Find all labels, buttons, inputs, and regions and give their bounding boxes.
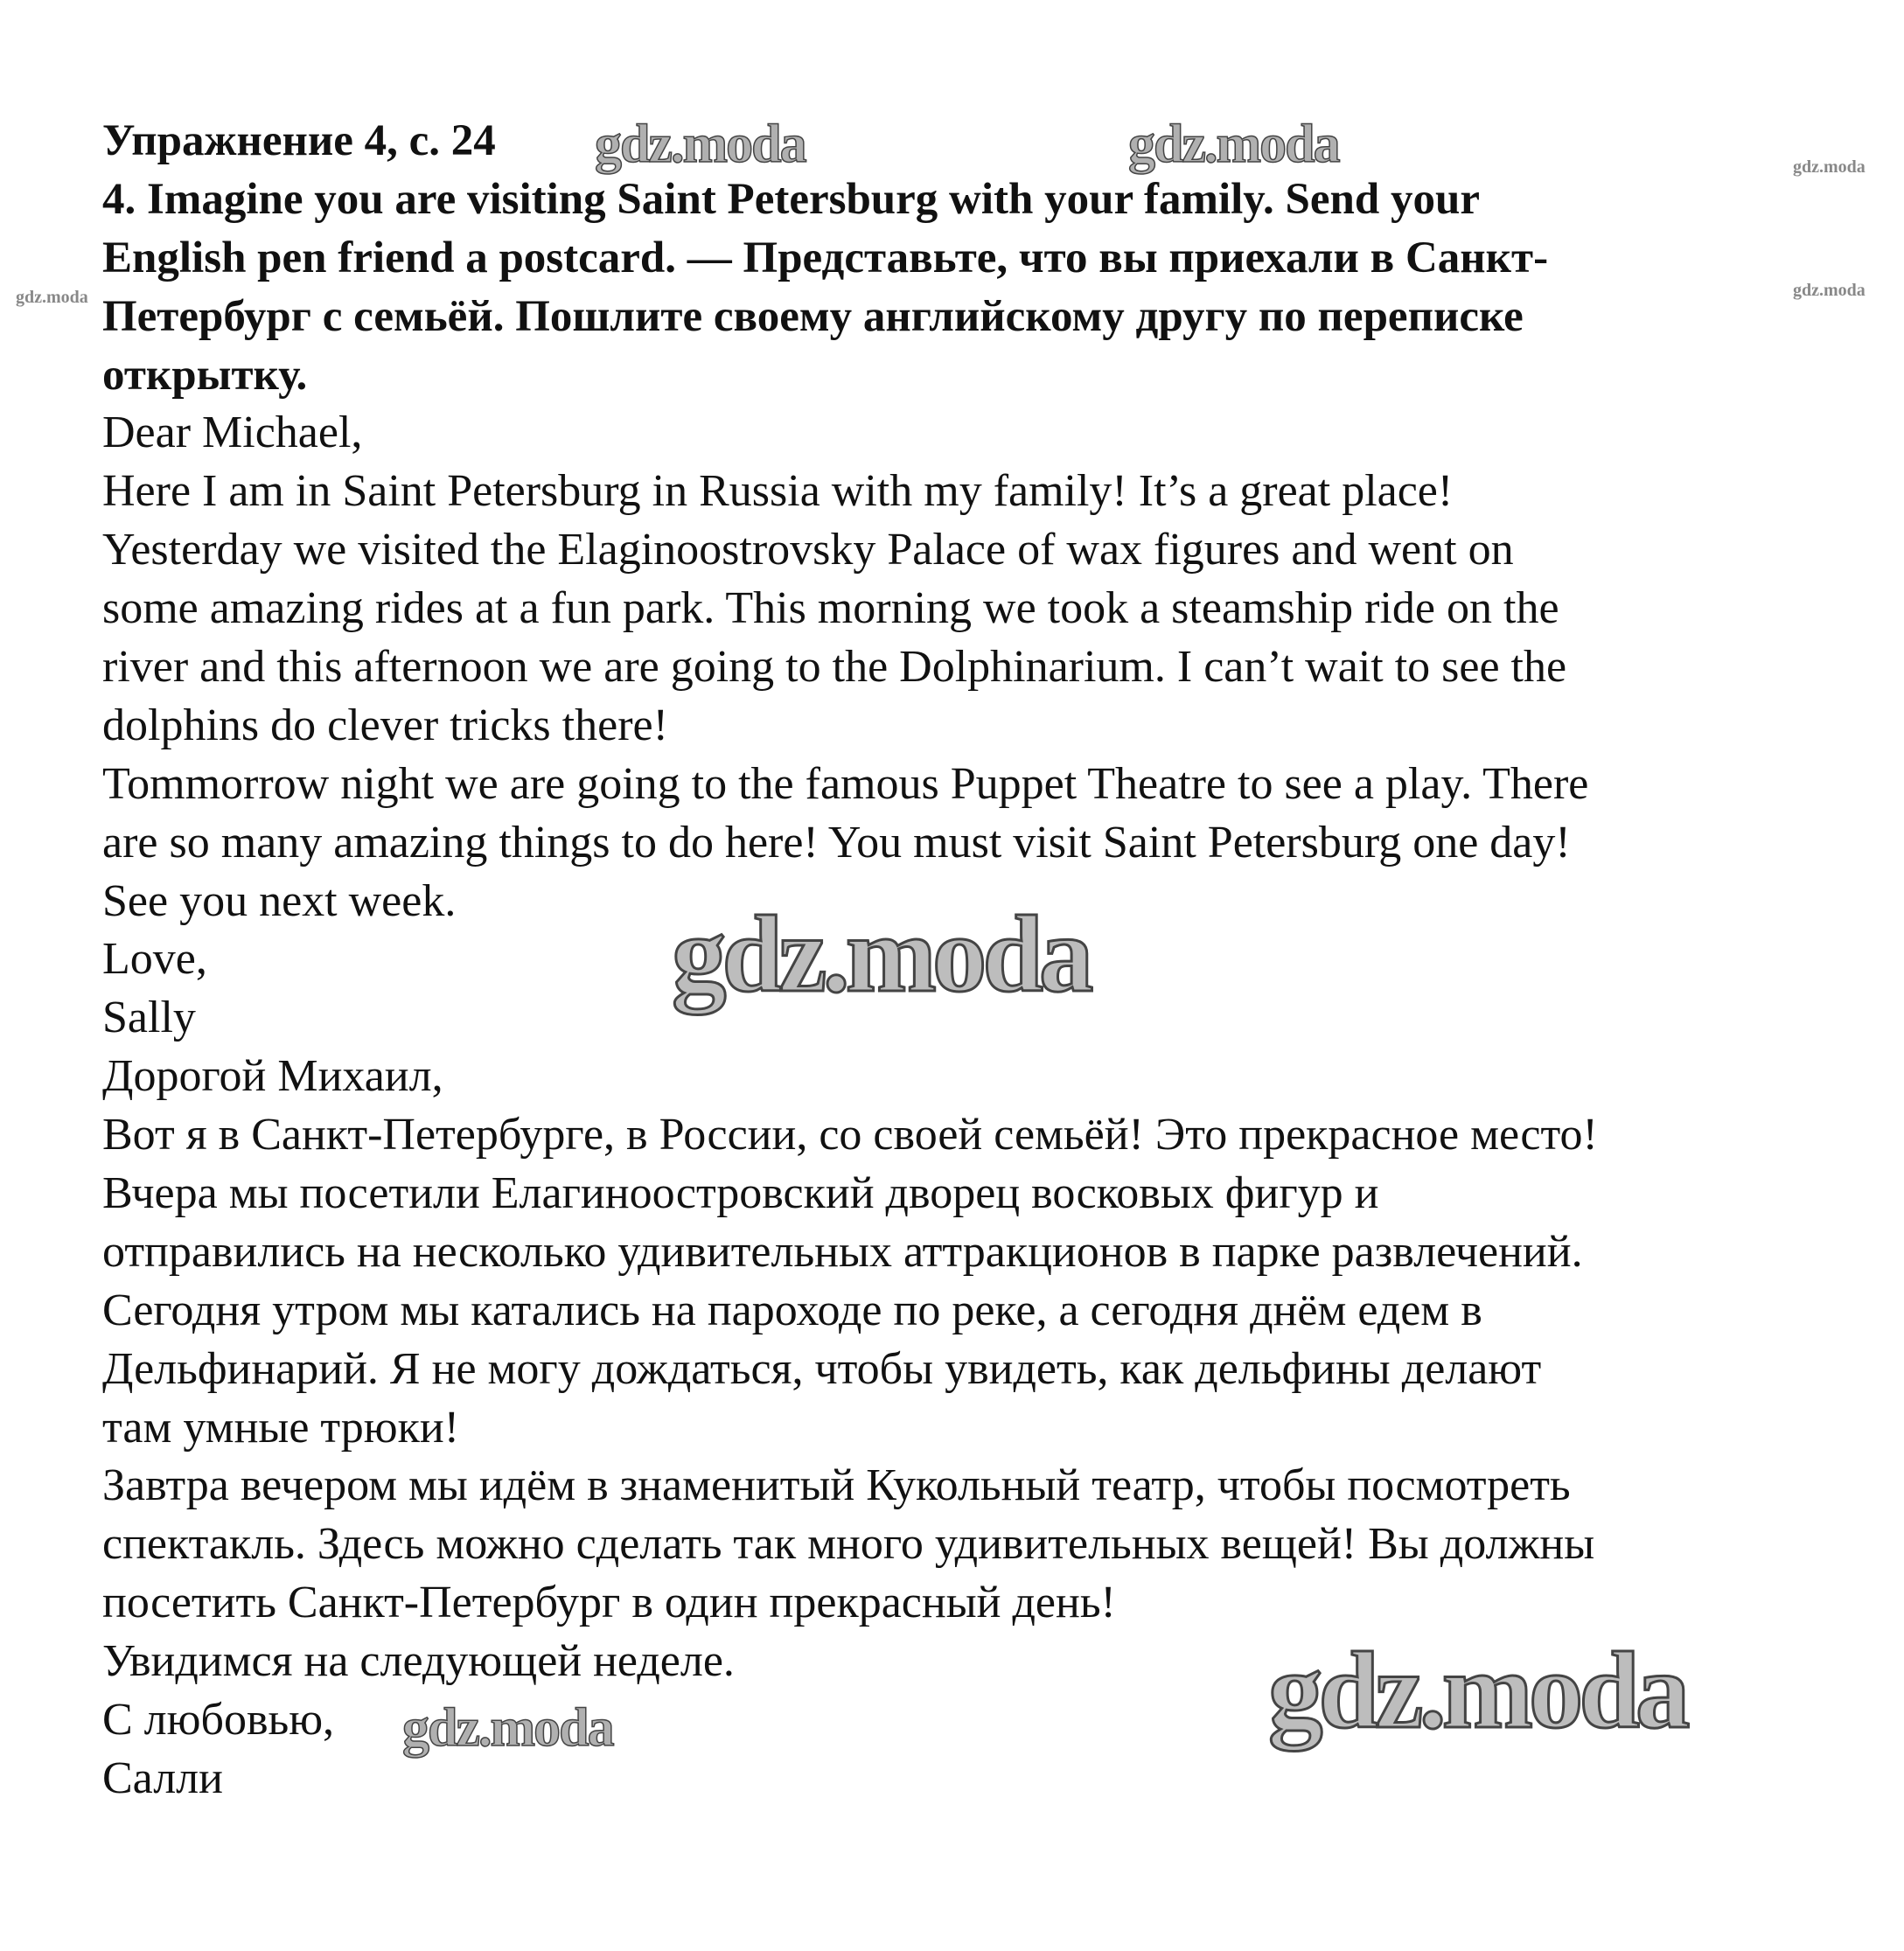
letter-en-line: Sally: [102, 993, 196, 1043]
letter-en-line: Here I am in Saint Petersburg in Russia with my family! It’s a great place!: [102, 466, 1454, 517]
letter-en-line: Dear Michael,: [102, 408, 363, 458]
letter-en-line: Yesterday we visited the Elaginoostrovsky Palace of wax figures and went on: [102, 525, 1514, 575]
letter-en-line: some amazing rides at a fun park. This morning we took a steamship ride on the: [102, 583, 1559, 634]
letter-en-line: Love,: [102, 934, 207, 985]
watermark: gdz.moda: [402, 1698, 613, 1758]
watermark: gdz.moda: [1128, 115, 1339, 174]
letter-ru-line: С любовью,: [102, 1695, 335, 1745]
letter-ru-line: там умные трюки!: [102, 1402, 460, 1453]
task-line: English pen friend a postcard. — Представьте, что вы приехали в Санкт-: [102, 233, 1549, 282]
letter-ru-line: Сегодня утром мы катались на пароходе по реке, а сегодня днём едем в: [102, 1285, 1482, 1335]
watermark: gdz.moda: [1268, 1631, 1686, 1752]
letter-en-line: river and this afternoon we are going to the Dolphinarium. I can’t wait to see the: [102, 642, 1567, 693]
exercise-title: Упражнение 4, с. 24: [102, 116, 496, 165]
watermark: gdz.moda: [672, 895, 1090, 1015]
letter-ru-line: Салли: [102, 1752, 223, 1803]
letter-ru-line: Дорогой Михаил,: [102, 1051, 443, 1102]
letter-ru-line: Завтра вечером мы идём в знаменитый Кукольный театр, чтобы посмотреть: [102, 1460, 1571, 1511]
letter-ru-line: посетить Санкт-Петербург в один прекрасный день!: [102, 1578, 1116, 1628]
watermark: gdz.moda: [1793, 281, 1866, 300]
letter-ru-line: спектакль. Здесь можно сделать так много удивительных вещей! Вы должны: [102, 1519, 1595, 1570]
letter-ru-line: Вот я в Санкт-Петербурге, в России, со своей семьёй! Это прекрасное место!: [102, 1110, 1598, 1160]
letter-en-line: Tommorrow night we are going to the famous Puppet Theatre to see a play. There: [102, 758, 1589, 809]
task-line: открытку.: [102, 350, 308, 400]
watermark: gdz.moda: [595, 115, 806, 174]
letter-en-line: See you next week.: [102, 875, 457, 926]
watermark: gdz.moda: [1793, 157, 1866, 177]
letter-ru-line: Увидимся на следующей неделе.: [102, 1636, 735, 1687]
letter-ru-line: Дельфинарий. Я не могу дождаться, чтобы увидеть, как дельфины делают: [102, 1343, 1542, 1394]
letter-en-line: dolphins do clever tricks there!: [102, 700, 668, 750]
watermark: gdz.moda: [16, 288, 88, 307]
letter-ru-line: отправились на несколько удивительных аттракционов в парке развлечений.: [102, 1226, 1583, 1277]
task-line: Петербург с семьёй. Пошлите своему английскому другу по переписке: [102, 291, 1524, 341]
task-line: 4. Imagine you are visiting Saint Petersburg with your family. Send your: [102, 174, 1480, 224]
letter-en-line: are so many amazing things to do here! You must visit Saint Petersburg one day!: [102, 817, 1571, 867]
letter-ru-line: Вчера мы посетили Елагиноостровский дворец восковых фигур и: [102, 1168, 1379, 1219]
